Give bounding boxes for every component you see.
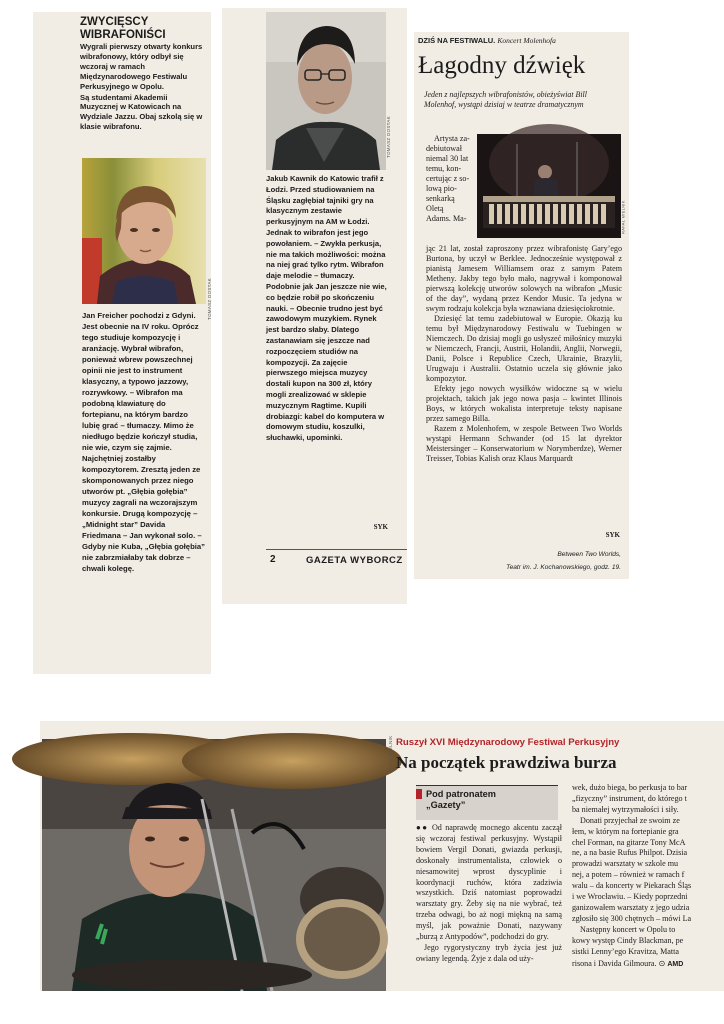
clip4-col2-line: łem, w którym na fortepianie gra [572, 826, 679, 836]
bullet-icon: ●● [416, 823, 432, 832]
clip2-footer-rule [266, 549, 407, 550]
clip1-body: Jan Freicher pochodzi z Gdyni. Jest obecnie na IV roku. Oprócz tego studiuje kompozycję i aranżację. Wybrał wibrafon, ponieważ wbrew powszechnej opinii nie jest to instrument klasyczny, a typowo jazzowy, rozrywkowy. – Wibrafon ma podobną klawiaturę do fortepianu, na którym bardzo lubię grać – tłumaczy. Mimo że niedługo będzie kończył studia, nie wie, czym się zajmie. Najchętniej zostałby kompozytorem. Zresztą jeden ze skomponowanych przez niego utworów pt. „Głębia gołębia” muzycy zagrali na wczorajszym konkursie. Drugą kompozycję – „Midnight star” Davida Friedmana – Jan wykonał solo. – Gdyby nie Kuba, „Głębia gołębia” nie zabrzmiałaby tak dobrze – chwali kolegę. [82, 311, 206, 573]
clip3-wrap-line: temu, kon- [426, 164, 462, 173]
clip4-col2 [572, 783, 724, 970]
clip-na-poczatek-prawdziwa-burza [40, 721, 724, 991]
clip3-wrap-line: senkarką [426, 194, 455, 203]
clip3-wrap-line: Adams. Ma- [426, 214, 467, 223]
clip4-col2-line: ganizowałem warsztaty z jego udzia [572, 902, 690, 912]
clip4-col2-line: risona i Davida Gilmoura. [572, 958, 657, 968]
clip1-intro-p1: Wygrali pierwszy otwarty konkurs wibrafonowy, który odbył się wczoraj w ramach Międzynarodowego Festiwalu Perkusyjnego w Opolu. [80, 42, 203, 91]
clip2-footer-paper: GAZETA WYBORCZ [306, 555, 403, 566]
clip4-patron-box [416, 785, 558, 820]
clip4-col1 [416, 823, 562, 965]
photo-molenhof-vibraphone [477, 134, 621, 238]
clip4-col2-line: „fizyczny” instrument, do którego t [572, 793, 687, 803]
portrait-image [266, 12, 386, 170]
clip3-photo-credit: RAFAŁ MIELNIK [621, 200, 626, 234]
clip3-wrap-column [426, 134, 476, 224]
photo-jakub-kawnik [266, 12, 386, 170]
clip1-intro [80, 42, 206, 133]
clip3-info-2: Teatr im. J. Kochanowskiego, godz. 19. [506, 564, 621, 571]
clip4-col2-line: chel Forman, na gitarze Tony McA [572, 837, 686, 847]
clip2-body: Jakub Kawnik do Katowic trafił z Łodzi. Przed studiowaniem na Śląsku zagłębiał tajniki gry na klasycznym zestawie perkusyjnym na AM w Łodzi. Jednak to wibrafon jest jego powołaniem. – Zwykła perkusja, nie ma takich możliwości: można na niej grać tylko rytm. Wibrafon daje melodie – tłumaczy. Podobnie jak Jan jeszcze nie wie, co będzie robił po skończeniu nauki. – Obecnie trudno jest być zawodowym muzykiem. Rynek jest bardzo słaby. Dlatego zastanawiam się jeszcze nad rozpoczęciem studiów na kompozycji. Za zajęcie pierwszego miejsca muzycy dostali kupon na 300 zł, który mogli zrealizować w sklepie muzycznym Ragtime. Kupili drobiazgi: kabel do komputera w domowym studiu, koszulki, słuchawki, upominki. [266, 174, 387, 443]
clip4-col1-text: Od naprawdę mocnego akcentu zaczął się wczoraj festiwal perkusyjny. Wystąpił bowiem Vergil Donati, gwiazda perkusji, doskonały instrumentalista, człowiek o niesamowitej wprost dyscyplinie i koordynacji ruchów, która zadziwia wszystkich. Dziś natomiast poprowadzi warsztaty gry. Żeby się na nie wybrać, też trzeba odwagi, bo aż nogi miękną na samą myśl, jak poważnie Donati, nazywany „burzą z Antypodów”, podchodzi do gry. [416, 823, 562, 942]
clip3-paragraph: jąc 21 lat, został zaproszony przez wibrafonistę Gary’ego Burtona, by uczył w Berklee. Jednocześnie występował z pianistą Jamesem Williamsem oraz z samym Patem Metheny. Jakby tego było mało, nagrywał i komponował pierwszą kolekcję utworów solowych na wibrafon „Music of the day”, wydaną przez Kendor Music. Ta jedyna w swym rodzaju kolekcja była wznawiana dziesięciokrotnie. [426, 244, 622, 313]
clip-lagodny-dzwiek [414, 32, 629, 579]
clip4-patron-text: Pod patronatem „Gazety” [426, 789, 496, 810]
clip1-headline: ZWYCIĘSCY WIBRAFONIŚCI [80, 16, 166, 41]
clip3-wrap-line: Artysta za- [434, 134, 470, 143]
clip-jakub-kawnik [222, 8, 407, 604]
clip4-col2-line: ne, a na basie Rufus Philpot. Dzisia [572, 848, 688, 858]
clip4-col2-line: zgłosiło się 300 chętnych – mówi La [572, 913, 692, 923]
clip4-col1b: Jego rygorystyczny tryb życia jest już owiany legendą. Żyje z dala od uży- [416, 942, 562, 963]
clip4-col2-line: kowy występ Cindy Blackman, pe [572, 935, 684, 945]
photo-jan-freicher [82, 158, 206, 304]
photo-vergil-donati [42, 739, 386, 991]
clip4-kicker: Ruszył XVI Międzynarodowy Festiwal Perkusyjny [396, 737, 620, 748]
clip3-signature: SYK [605, 531, 620, 539]
clip3-body [426, 244, 622, 464]
drummer-image [42, 739, 386, 991]
clip3-kicker: DZIŚ NA FESTIWALU. [418, 36, 496, 45]
clip2-photo-credit: TOMASZ DOSTAK [386, 116, 391, 158]
clip4-col2-line: walu – da koncerty w Piekarach Śląs [572, 881, 692, 891]
clip2-footer-page: 2 [270, 554, 276, 565]
clip4-col2-line: wek, dużo biega, bo perkusja to bar [572, 783, 688, 792]
clip4-col2-line: ba niemałej wytrzymałości i siły. [572, 804, 679, 814]
clip3-paragraph: Razem z Molenhofem, w zespole Between Two Worlds wystąpi Hermann Schwander (od 15 lat dyrektor Meistersinger – Konserwatorium w Norymberdze), Werner Treisser, Tobias Kalish oraz Klaus Marquardt [426, 424, 622, 463]
clip4-col2-line: sistki Lenny’ego Kravitza, Matta [572, 946, 679, 956]
clip3-paragraph: Dziesięć lat temu zadebiutował w Europie. Okazją ku temu był Międzynarodowy Festiwalu w Tuebingen w Niemczech. Do dzisiaj mogli go usłyszeć miłośnicy muzyki w Niemczech, Francji, Austrii, Holandii, Anglii, Norwegii, Danii, Polsce i Republice Czech, Ukrainie, Brazylii, Urugwaju i Australii. Ostatnio uczela się głównie jako kompozytor. [426, 314, 622, 383]
clip3-wrap-line: certując z so- [426, 174, 470, 183]
clip4-col2-last-row [572, 958, 724, 971]
concert-image [477, 134, 621, 238]
clip3-lead: Jeden z najlepszych wibrafonistów, obieżyświat Bill Molenhof, wystąpi dzisiaj w teatrze dramatycznym [424, 90, 587, 109]
clip4-photo-credit: RAFAŁ MIELNIK [388, 735, 393, 773]
clip3-wrap-line: lową pio- [426, 184, 457, 193]
clip2-signature: SYK [373, 523, 388, 531]
clip4-col2-line: Następny koncert w Opolu to [580, 924, 676, 934]
clip4-patron-marker [416, 789, 422, 799]
clip4-col2-line: nej, a potem – również w ramach f [572, 870, 685, 880]
clip3-info-1: Between Two Worlds, [557, 551, 621, 558]
clip4-headline: Na początek prawdziwa burza [396, 753, 617, 772]
clip3-kicker-row [418, 36, 623, 45]
clip1-intro-p2: Są studentami Akademii Muzycznej w Katowicach na Wydziale Jazzu. Obaj szkolą się w klasie wibrafonu. [80, 92, 203, 132]
clip4-col2-line: Donati przyjechał ze swoim ze [580, 815, 680, 825]
end-mark-icon: ⊙ [658, 957, 666, 968]
clip4-col2-line: i we Wrocławiu. – Kiedy poprzedni [572, 892, 688, 902]
vibraphone-bars [489, 204, 606, 224]
portrait-image [82, 158, 206, 304]
clip3-wrap-line: Oletą [426, 204, 444, 213]
clip3-kicker-sub: Koncert Molenhofa [497, 36, 556, 45]
clip3-wrap-line: niemal 30 lat [426, 154, 469, 163]
clip4-signature: AMD [667, 960, 684, 968]
clip3-wrap-line: debiutował [426, 144, 462, 153]
clip4-col2-line: prowadzi warsztaty w szkole mu [572, 859, 679, 869]
clip-zwyciescy-wibrafonisci [33, 12, 211, 674]
clip3-paragraph: Efekty jego nowych wysiłków widoczne są w wielu projektach, takich jak jego nowa pasja – kwintet Illinois Boys, w których wokalista interpretuje teksty napisane przez samego Billa. [426, 384, 622, 423]
clip3-headline: Łagodny dźwięk [418, 52, 586, 79]
clip1-photo-credit: TOMASZ DOSTAK [207, 278, 212, 320]
